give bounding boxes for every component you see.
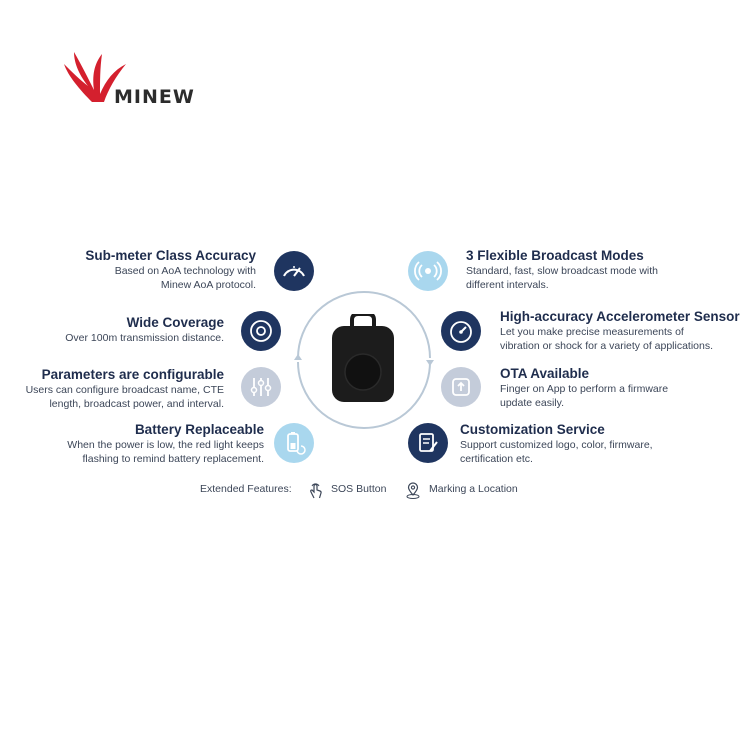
brand-name: MINEW [114,86,195,108]
feature-desc: length, broadcast power, and interval. [49,398,224,410]
location-pin-icon [404,482,422,500]
feature-title: OTA Available [500,366,590,381]
feature-desc: Finger on App to perform a firmware [500,383,669,395]
feature-title: Wide Coverage [126,315,224,330]
feature-desc: Users can configure broadcast name, CTE [25,384,224,396]
feature-sub-meter-accuracy [85,248,256,292]
upload-icon [441,367,481,407]
edit-document-icon [408,423,448,463]
extended-features-label: Extended Features: [200,483,292,495]
feature-broadcast-modes [466,248,658,292]
feature-parameters-configurable [26,367,224,411]
feature-desc: different intervals. [466,279,549,291]
feature-title: Parameters are configurable [41,367,224,382]
feature-title: Sub-meter Class Accuracy [85,248,256,263]
feature-desc: certification etc. [460,453,533,465]
sliders-icon [241,367,281,407]
feature-desc: Support customized logo, color, firmware, [460,439,653,451]
sos-button-label: SOS Button [331,483,387,495]
gauge-icon [274,251,314,291]
feature-desc: Standard, fast, slow broadcast mode with [466,265,659,277]
feature-desc: update easily. [500,397,565,409]
touch-icon [307,482,323,500]
feature-customization [460,422,653,466]
feature-desc: flashing to remind battery replacement. [82,453,264,465]
feature-desc: Based on AoA technology with [114,265,256,277]
feature-accelerometer [500,309,740,353]
speedometer-icon [441,311,481,351]
feature-title: 3 Flexible Broadcast Modes [466,248,644,263]
feature-title: Battery Replaceable [134,422,264,437]
beacon-device [332,314,394,402]
feature-desc: When the power is low, the red light keeps [67,439,264,451]
feature-desc: Over 100m transmission distance. [65,332,224,344]
feature-battery-replaceable [67,422,264,466]
minew-logo [62,50,202,110]
feature-title: High-accuracy Accelerometer Sensor [500,309,740,324]
feature-desc: vibration or shock for a variety of applications. [500,340,714,352]
feature-ota [500,366,668,410]
feature-title: Customization Service [460,422,605,437]
feature-desc: Minew AoA protocol. [160,279,256,291]
target-icon [241,311,281,351]
marking-location-label: Marking a Location [429,483,518,495]
battery-icon [274,423,314,463]
broadcast-icon [408,251,448,291]
feature-wide-coverage [65,315,224,345]
feature-desc: Let you make precise measurements of [500,326,684,338]
